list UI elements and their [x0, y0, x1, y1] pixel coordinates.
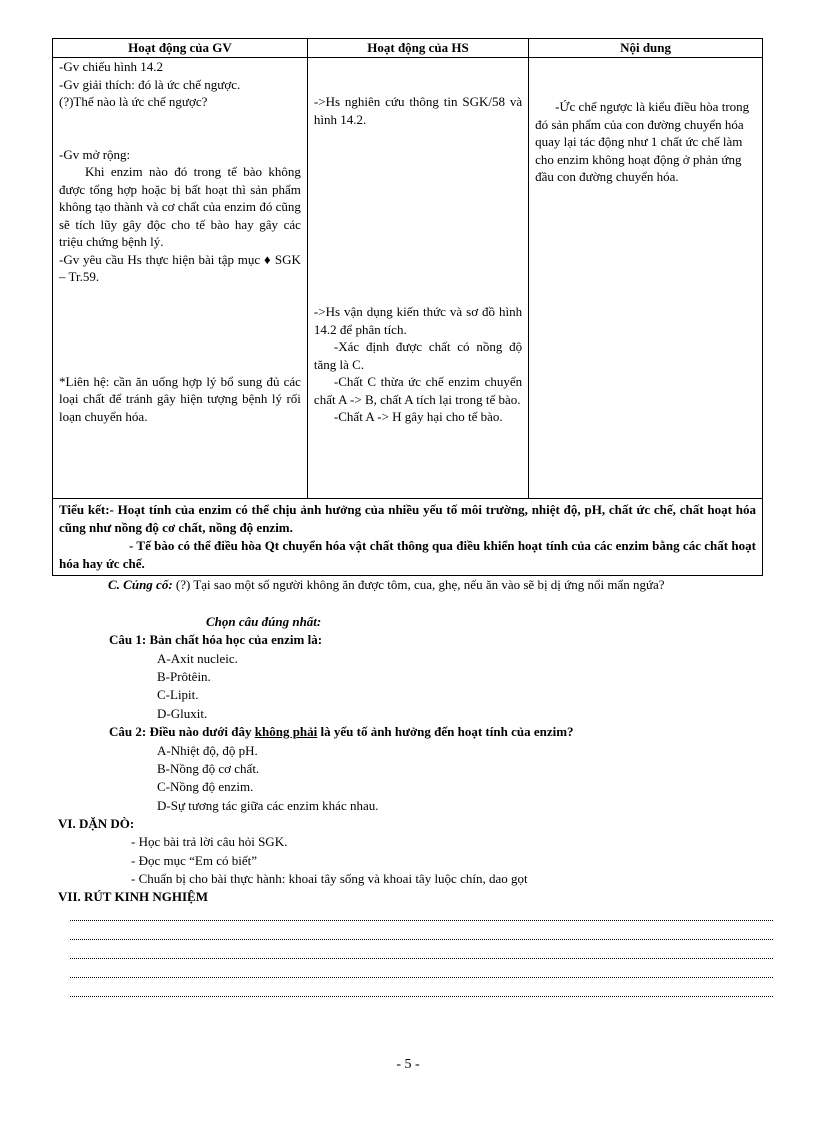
summary-row — [53, 499, 763, 576]
hs-p4: -Chất C thừa ức chế enzim chuyển chất A -> B, chất A tích lại trong tế bào. — [313, 374, 523, 407]
cau1-option-a: A-Axit nucleic. — [157, 651, 238, 666]
cau2-question — [109, 723, 574, 741]
header-noidung: Nội dung — [529, 39, 763, 58]
gv-line3: (?)Thế nào là ức chế ngược? — [59, 94, 208, 109]
dotted-line — [70, 946, 773, 959]
rut-kinh-nghiem-title: VII. RÚT KINH NGHIỆM — [58, 889, 209, 904]
cung-co-paragraph — [58, 576, 758, 594]
hs-p1: ->Hs nghiên cứu thông tin SGK/58 và hình 14.2. — [313, 94, 523, 127]
dotted-line — [70, 908, 773, 921]
dan-do-item-1: - Học bài trả lời câu hỏi SGK. — [131, 834, 288, 849]
header-gv: Hoạt động của GV — [53, 39, 308, 58]
tieu-ket-2: - Tế bào có thể điều hòa Qt chuyển hóa vật chất thông qua điều khiển hoạt tính của các enzim bằng các chất hoạt hóa hay ức chế. — [59, 538, 756, 571]
gv-mo-rong: -Gv mở rộng: — [59, 146, 131, 162]
page-number: - 5 - — [396, 1057, 420, 1072]
dan-do-item-3: - Chuẩn bị cho bài thực hành: khoai tây sống và khoai tây luộc chín, dao gọt — [131, 871, 528, 886]
dotted-line — [70, 965, 773, 978]
hs-cell — [307, 58, 528, 499]
dan-do-item-2: - Đọc mục “Em có biết” — [131, 853, 257, 868]
noidung-cell — [529, 58, 763, 499]
cau1-option-d: D-Gluxit. — [157, 706, 208, 721]
gv-line1: -Gv chiếu hình 14.2 — [59, 59, 163, 74]
cau2-underlined: không phải — [254, 724, 318, 739]
cung-co-label: C. Củng cố: — [108, 577, 173, 592]
cau2-post: là yếu tố ảnh hưởng đến hoạt tính của enzim? — [317, 724, 574, 739]
table-body-row — [53, 58, 763, 499]
hs-p3: -Xác định được chất có nồng độ tăng là C. — [313, 339, 523, 372]
hs-p2: ->Hs vận dụng kiến thức và sơ đồ hình 14.2 để phân tích. — [313, 304, 523, 337]
gv-yeu-cau: -Gv yêu cầu Hs thực hiện bài tập mục ♦ SGK – Tr.59. — [59, 251, 301, 284]
gv-lien-he: *Liên hệ: cần ăn uống hợp lý bổ sung đủ các loại chất để tránh gây hiện tượng bệnh lý rối loạn chuyển hóa. — [59, 373, 301, 424]
noidung-text: -Ức chế ngược là kiểu điều hòa trong đó sản phẩm của con đường chuyển hóa quay lại tác động như 1 chất ức chế làm cho enzim không hoạt động ở phản ứng đầu con đường chuyển hóa. — [535, 99, 750, 184]
gv-mo-rong-text: Khi enzim nào đó trong tế bào không được tổng hợp hoặc bị bất hoạt thì sản phẩm không tạo thành và cơ chất của enzim đó cũng sẽ tích lũy gây độc cho tế bào hay gây các triệu chứng bệnh lý. — [59, 164, 301, 249]
chon-cau-heading: Chọn câu đúng nhất: — [206, 614, 322, 629]
table-header-row — [53, 39, 763, 58]
cau2-option-a: A-Nhiệt độ, độ pH. — [157, 743, 258, 758]
cau1-option-c: C-Lipit. — [157, 687, 199, 702]
cau1-question: Câu 1: Bản chất hóa học của enzim là: — [109, 632, 323, 647]
cau1-option-b: B-Prôtêin. — [157, 669, 211, 684]
cau2-option-b: B-Nồng độ cơ chất. — [157, 761, 260, 776]
tieu-ket-1: Tiểu kết:- Hoạt tính của enzim có thể chịu ảnh hưởng của nhiều yếu tố môi trường, nhiệt độ, pH, chất ức chế, chất hoạt hóa cũng như nồng độ cơ chất, nồng độ enzim. — [59, 502, 756, 535]
gv-cell — [53, 58, 308, 499]
cau2-option-c: C-Nồng độ enzim. — [157, 779, 254, 794]
cung-co-question: (?) Tại sao một số người không ăn được tôm, cua, ghẹ, nếu ăn vào sẽ bị dị ứng nổi mẩn ngứa? — [175, 577, 665, 592]
dotted-line — [70, 927, 773, 940]
hs-p5: -Chất A -> H gây hại cho tế bào. — [333, 409, 503, 424]
lesson-table — [52, 38, 763, 576]
gv-line2: -Gv giải thích: đó là ức chế ngược. — [59, 76, 241, 92]
cau2-pre: Câu 2: Điều nào dưới đây — [109, 724, 255, 739]
summary-cell — [53, 499, 763, 576]
cau2-option-d: D-Sự tương tác giữa các enzim khác nhau. — [157, 798, 379, 813]
dotted-line — [70, 984, 773, 997]
dan-do-title: VI. DẶN DÒ: — [58, 816, 135, 831]
header-hs: Hoạt động của HS — [307, 39, 528, 58]
